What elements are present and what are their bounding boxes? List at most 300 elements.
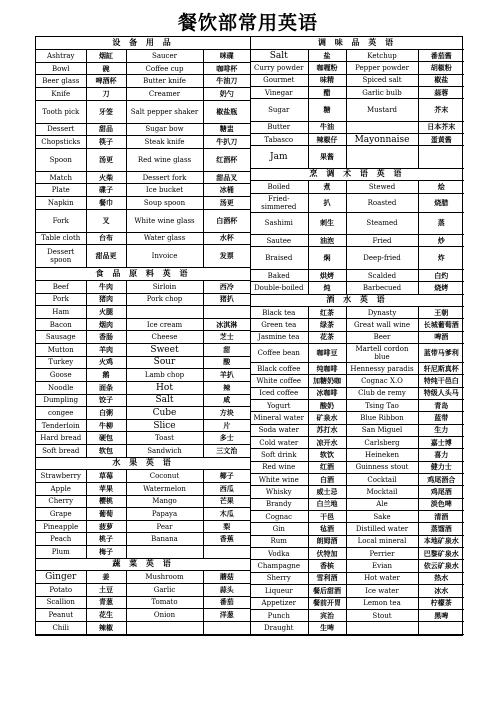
english-term: Beef [36,280,86,293]
table-row [250,212,464,234]
table-row [250,269,464,281]
english-term: Tenderloin [36,419,86,432]
table-row [36,232,250,245]
english-term: Grape [36,508,86,521]
chinese-term: 咪碟 [203,50,250,63]
english-term: congee [36,407,86,420]
section-header: 烹 调 术 语 英 语 [250,168,464,180]
english-term: Ginger [36,571,86,584]
chinese-term: 醋 [308,86,346,98]
english-term: Table cloth [36,232,86,245]
english-term: Mineral water [250,412,308,424]
english-term: Blue Ribbon [346,412,418,424]
chinese-term: 蒸馏酒 [418,523,464,535]
english-term [126,546,203,559]
chinese-term: 煮 [308,181,346,193]
english-term: Mutton [36,344,86,357]
english-term: Ham [36,306,86,319]
section-header-row [36,268,250,281]
chinese-term: 奶勺 [203,88,250,101]
english-term: Curry powder [250,62,308,74]
chinese-term: 青岛 [418,400,464,412]
table-row [36,596,250,609]
table-row [36,184,250,197]
english-term: Double-boiled [250,282,308,294]
english-term: Ketchup [346,49,418,61]
chinese-term: 咸 [203,394,250,407]
english-term: Papaya [126,508,203,521]
chinese-term [418,622,464,635]
english-term: Gin [250,523,308,535]
table-row [36,407,250,420]
english-term: Cognac [250,511,308,523]
section-header-row [250,168,464,180]
section-header-row [36,558,250,571]
chinese-term: 特级人头马 [418,387,464,399]
english-term: Mocktail [346,486,418,498]
table-row [250,387,464,399]
chinese-term: 加糖奶咖 [308,375,346,387]
chinese-term: 梨 [203,520,250,533]
english-term: Scalded [346,269,418,281]
chinese-term: 火鸡 [86,356,126,369]
english-term: Dessert fork [126,171,203,184]
section-header: 设 备 用 品 [36,37,250,50]
english-term: Ice bucket [126,184,203,197]
chinese-term: 青葱 [86,596,126,609]
section-header: 调 味 品 英 语 [250,37,464,49]
english-term: Pear [126,520,203,533]
table-row [250,461,464,473]
table-row [250,511,464,523]
right-column [250,37,464,635]
table-row [250,400,464,412]
chinese-term: 西冷 [203,280,250,293]
english-term: Sirloin [126,280,203,293]
table-row [250,449,464,461]
chinese-term: 甜品 [86,123,126,136]
chinese-term: 红茶 [308,306,346,318]
chinese-term: 发票 [203,245,250,268]
english-term: Creamer [126,88,203,101]
chinese-term: 牛柳 [86,419,126,432]
chinese-term: 威士忌 [308,486,346,498]
english-term: Butter knife [126,75,203,88]
chinese-term: 清酒 [418,511,464,523]
chinese-term: 甜品叉 [203,171,250,184]
table-row [36,318,250,331]
table-row [250,282,464,294]
chinese-term: 牛油 [308,121,346,133]
chinese-term: 巴黎矿泉水 [418,548,464,560]
english-term: Spoon [36,148,86,171]
english-term: Sashimi [250,212,308,234]
chinese-term: 糖盅 [203,123,250,136]
table-row [250,62,464,74]
chinese-term: 蘑菇 [203,571,250,584]
chinese-term: 姜 [86,571,126,584]
english-term: Liqueur [250,585,308,597]
english-term: Baked [250,269,308,281]
chinese-term: 花茶 [308,331,346,343]
table-row [250,121,464,133]
english-term: Peanut [36,609,86,622]
english-term: Coconut [126,470,203,483]
chinese-term: 番茄酱 [418,49,464,61]
chinese-term: 木瓜 [203,508,250,521]
chinese-term: 柠檬茶 [418,597,464,609]
english-term [126,621,203,634]
table-row [36,88,250,101]
table-row [36,148,250,171]
chinese-term: 健力士 [418,461,464,473]
chinese-term: 白酒杯 [203,209,250,232]
table-row [36,432,250,445]
chinese-term: 软饮 [308,449,346,461]
table-row [36,445,250,458]
english-term: Hot water [346,572,418,584]
table-row [36,280,250,293]
chinese-term: 咖啡杯 [203,62,250,75]
table-row [250,235,464,247]
english-term: Heineken [346,449,418,461]
chinese-term: 矿泉水 [308,412,346,424]
chinese-term: 伏特加 [308,548,346,560]
chinese-term: 西瓜 [203,482,250,495]
chinese-term: 辣椒 [86,621,126,634]
chinese-term: 果酱 [308,146,346,168]
chinese-term: 纯咖啡 [308,362,346,374]
english-term: Cherry [36,495,86,508]
chinese-term: 蒸 [418,212,464,234]
table-row [250,609,464,621]
chinese-term: 本地矿泉水 [418,535,464,547]
vocabulary-sheet [35,36,463,636]
chinese-term: 洋葱 [203,609,250,622]
english-term [126,306,203,319]
english-term: Butter [250,121,308,133]
table-row [250,597,464,609]
english-term: Salt [126,394,203,407]
english-term: Sugar bow [126,123,203,136]
english-term: Sherry [250,572,308,584]
english-term: Dessert spoon [36,245,86,268]
english-term: Sausage [36,331,86,344]
chinese-term: 鸡尾酒 [418,486,464,498]
chinese-term: 依云矿泉水 [418,560,464,572]
chinese-term: 台布 [86,232,126,245]
chinese-term: 甜品更 [86,245,126,268]
chinese-term: 炒 [418,235,464,247]
chinese-term: 苹果 [86,482,126,495]
english-term: Dynasty [346,306,418,318]
chinese-term: 毡酒 [308,523,346,535]
table-row [250,86,464,98]
english-term: Tsing Tao [346,400,418,412]
table-row [36,571,250,584]
english-term: Bacon [36,318,86,331]
left-column [36,37,251,635]
chinese-term: 日本芥末 [418,121,464,133]
chinese-term: 白酒 [308,474,346,486]
english-term: Garlic [126,583,203,596]
chinese-term: 蓝带 [418,412,464,424]
chinese-term: 轩尼斯真杯 [418,362,464,374]
english-term: Red wine [250,461,308,473]
english-term: Pepper powder [346,62,418,74]
chinese-term: 筷子 [86,136,126,149]
english-term: Carlsberg [346,437,418,449]
table-row [36,609,250,622]
english-term: Soft bread [36,445,86,458]
chinese-term: 牙签 [86,100,126,123]
table-row [250,560,464,572]
chinese-term [418,146,464,168]
chinese-term: 香槟 [308,560,346,572]
chinese-term: 芥末 [418,99,464,121]
chinese-term: 餐前开胃 [308,597,346,609]
english-term: Water glass [126,232,203,245]
table-row [36,533,250,546]
chinese-term: 香蕉 [203,533,250,546]
english-term: Match [36,171,86,184]
english-term: Champagne [250,560,308,572]
chinese-term: 烩 [418,181,464,193]
english-term: Whisky [250,486,308,498]
english-term: White coffee [250,375,308,387]
table-row [36,209,250,232]
english-term: Bowl [36,62,86,75]
english-term: Jasmine tea [250,331,308,343]
english-term: Tomato [126,596,203,609]
table-row [36,356,250,369]
table-row [250,181,464,193]
english-term: Toast [126,432,203,445]
table-row [250,437,464,449]
chinese-term: 生力 [418,424,464,436]
section-header-row [36,457,250,470]
chinese-term: 面条 [86,381,126,394]
chinese-term: 刺生 [308,212,346,234]
chinese-term: 椰子 [203,470,250,483]
english-term: San Miguel [346,424,418,436]
chinese-term: 羊扒 [203,369,250,382]
english-term: Cold water [250,437,308,449]
chinese-term [203,621,250,634]
chinese-term: 芝士 [203,331,250,344]
english-term: Steak knife [126,136,203,149]
right-table [250,37,464,635]
english-term: Sake [346,511,418,523]
chinese-term: 白灼 [418,269,464,281]
english-term: White wine glass [126,209,203,232]
english-term: Cocktail [346,474,418,486]
table-row [250,523,464,535]
table-row [36,50,250,63]
chinese-term: 汤更 [86,148,126,171]
table-row [250,585,464,597]
chinese-term: 炸 [418,247,464,269]
english-term: Tabasco [250,134,308,146]
chinese-term: 扒 [308,193,346,212]
english-term: Invoice [126,245,203,268]
left-table [36,37,250,635]
chinese-term: 甜 [203,344,250,357]
chinese-term: 火腿 [86,306,126,319]
english-term: Stewed [346,181,418,193]
table-row [250,193,464,212]
english-term: Gourmet [250,74,308,86]
chinese-term: 餐巾 [86,197,126,210]
english-term: Ashtray [36,50,86,63]
chinese-term: 烟肉 [86,318,126,331]
chinese-term: 硬包 [86,432,126,445]
english-term: Cognac X.O [346,375,418,387]
english-term: Coffee bean [250,343,308,362]
table-row [250,548,464,560]
english-term: Lamb chop [126,369,203,382]
english-term: Fried [346,235,418,247]
chinese-term: 牛肉 [86,280,126,293]
english-term: Red wine glass [126,148,203,171]
english-term: White wine [250,474,308,486]
chinese-term: 宾治 [308,609,346,621]
table-row [36,546,250,559]
english-term: Fried-simmered [250,193,308,212]
chinese-term: 片 [203,419,250,432]
english-term [346,146,418,168]
english-term: Ice cream [126,318,203,331]
table-row [250,375,464,387]
chinese-term: 椒盐瓶 [203,100,250,123]
english-term: Pork [36,293,86,306]
english-term: Black tea [250,306,308,318]
table-row [250,99,464,121]
english-term: Appetizer [250,597,308,609]
chinese-term: 烧腊 [418,193,464,212]
chinese-term: 凉开水 [308,437,346,449]
table-row [250,306,464,318]
chinese-term: 蛋黄酱 [418,134,464,146]
table-row [36,197,250,210]
english-term: Goose [36,369,86,382]
english-term: Hennessy paradis [346,362,418,374]
english-term: Scallion [36,596,86,609]
english-term: Coffee cup [126,62,203,75]
english-term: Green tea [250,319,308,331]
chinese-term: 咖喱粉 [308,62,346,74]
table-row [36,381,250,394]
chinese-term: 白兰地 [308,498,346,510]
chinese-term: 红酒 [308,461,346,473]
chinese-term: 辣 [203,381,250,394]
english-term: Rum [250,535,308,547]
chinese-term: 辣椒仔 [308,134,346,146]
english-term: Iced coffee [250,387,308,399]
chinese-term: 啤酒杯 [86,75,126,88]
chinese-term: 蒜头 [203,583,250,596]
english-term: Barbecued [346,282,418,294]
chinese-term: 冰淇淋 [203,318,250,331]
chinese-term: 红酒杯 [203,148,250,171]
section-header-row [250,37,464,49]
chinese-term: 刀 [86,88,126,101]
english-term: Garlic bulb [346,86,418,98]
chinese-term: 焖 [308,247,346,269]
table-row [250,134,464,146]
page-title: 餐饮部常用英语 [177,12,318,34]
english-term: Noodle [36,381,86,394]
chinese-term: 王朝 [418,306,464,318]
chinese-term [203,546,250,559]
english-term: Black coffee [250,362,308,374]
chinese-term: 牛油刀 [203,75,250,88]
english-term: Slice [126,419,203,432]
english-term: Beer [346,331,418,343]
chinese-term: 碟子 [86,184,126,197]
english-term: Plate [36,184,86,197]
chinese-term: 梅子 [86,546,126,559]
chinese-term: 椒盐 [418,74,464,86]
table-row [36,245,250,268]
english-term: Banana [126,533,203,546]
chinese-term: 特纯干邑白 [418,375,464,387]
english-term: Cube [126,407,203,420]
chinese-term: 汤更 [203,197,250,210]
table-row [36,470,250,483]
chinese-term: 冰水 [418,585,464,597]
chinese-term: 猪扒 [203,293,250,306]
english-term: Soda water [250,424,308,436]
chinese-term: 白粥 [86,407,126,420]
table-row [36,293,250,306]
chinese-term: 猪肉 [86,293,126,306]
table-row [250,146,464,168]
chinese-term: 樱桃 [86,495,126,508]
table-row [250,247,464,269]
chinese-term: 水杯 [203,232,250,245]
chinese-term: 朗姆酒 [308,535,346,547]
chinese-term: 烧烤 [418,282,464,294]
table-row [250,343,464,362]
english-term: Dumpling [36,394,86,407]
table-row [36,419,250,432]
chinese-term: 糖 [308,99,346,121]
chinese-term: 羊肉 [86,344,126,357]
english-term: Pork chop [126,293,203,306]
chinese-term: 味精 [308,74,346,86]
table-row [36,344,250,357]
english-term: Sautee [250,235,308,247]
english-term: Deep-fried [346,247,418,269]
english-term: Dessert [36,123,86,136]
chinese-term: 香肠 [86,331,126,344]
chinese-term: 草莓 [86,470,126,483]
section-header: 酒 水 英 语 [250,294,464,306]
english-term: Perrier [346,548,418,560]
section-header-row [250,294,464,306]
chinese-term: 火柴 [86,171,126,184]
english-term: Braised [250,247,308,269]
english-term: Ice water [346,585,418,597]
chinese-term: 油泡 [308,235,346,247]
english-term: Vodka [250,548,308,560]
english-term: Napkin [36,197,86,210]
english-term: Onion [126,609,203,622]
chinese-term: 干邑 [308,511,346,523]
chinese-term: 多士 [203,432,250,445]
chinese-term: 方块 [203,407,250,420]
